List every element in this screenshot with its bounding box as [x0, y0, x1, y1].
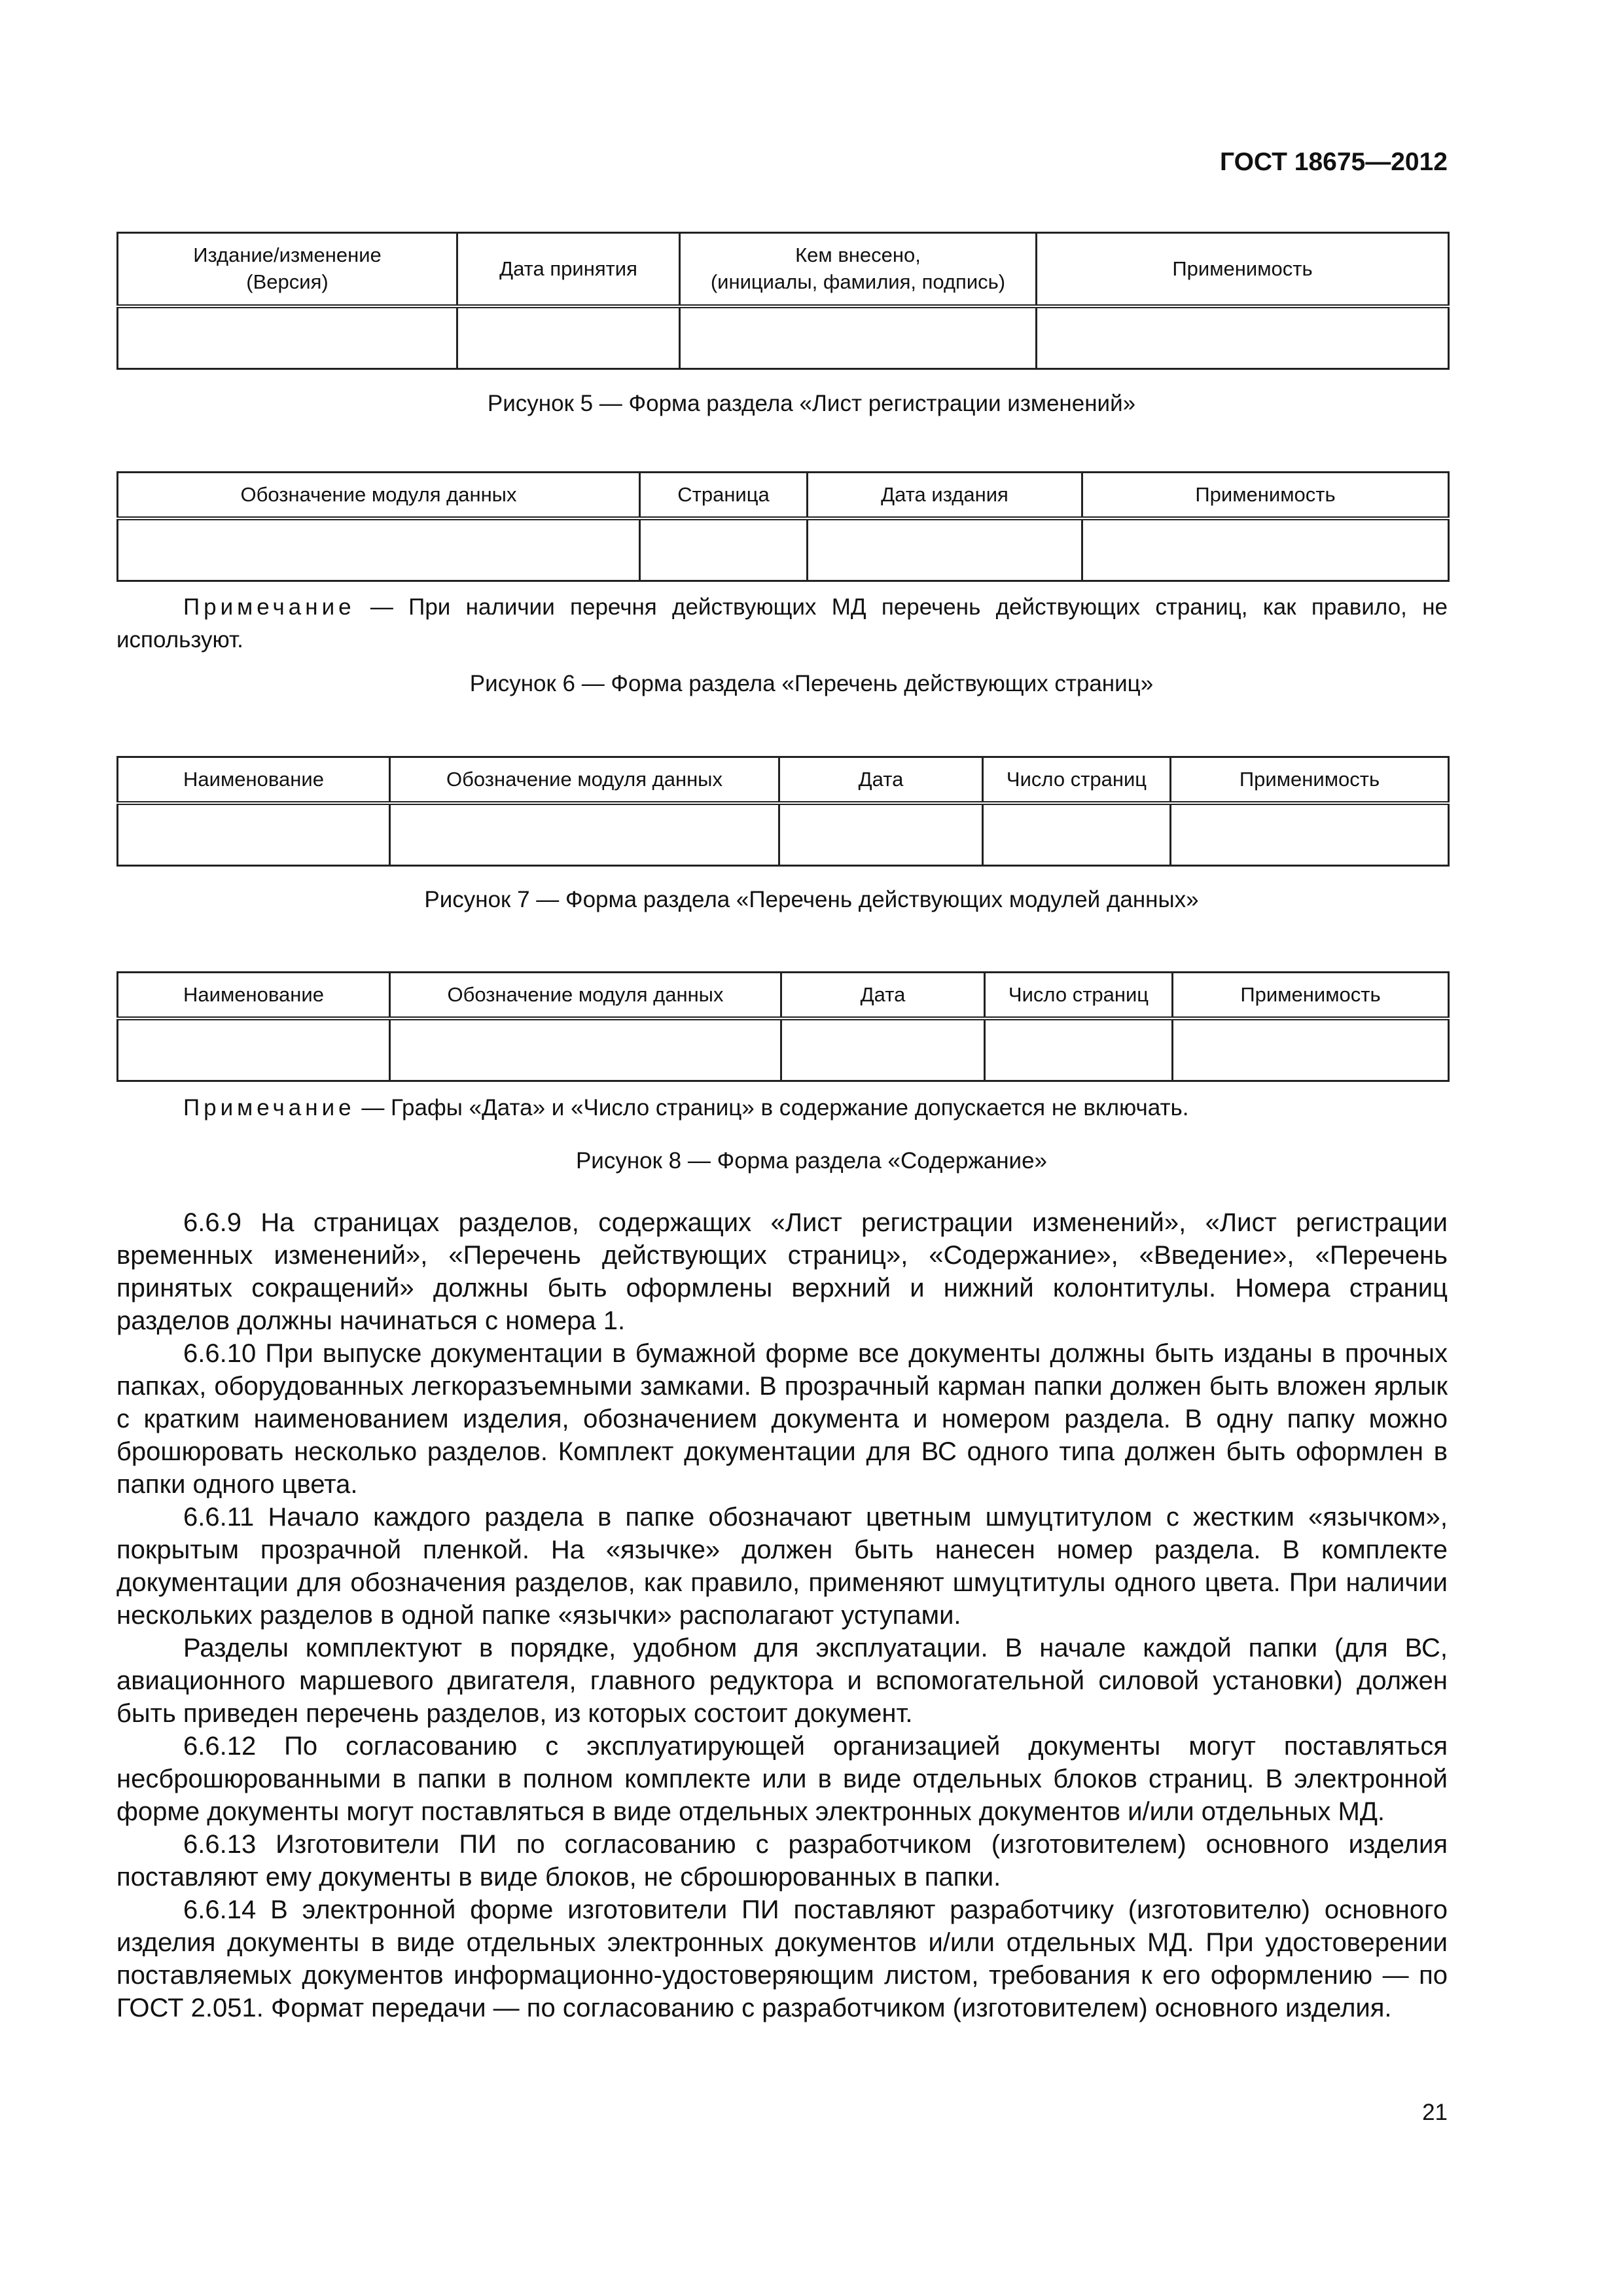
table-header-cell: Дата издания — [808, 473, 1082, 518]
table-cell — [390, 1018, 781, 1081]
paragraph-6-6-10: 6.6.10 При выпуске документации в бумажной форме все документы должны быть изданы в прочных папках, оборудованных легкоразъемными замками. В прозрачный карман папки должен быть вложен ярлык с кратким наименованием изделия, обозначением документа и номером раздела. В одну папку можно брошюровать несколько разделов. Комплект документации для ВС одного типа должен быть оформлен в папки одного цвета. — [116, 1339, 1448, 1499]
paragraph-6-6-14: 6.6.14 В электронной форме изготовители ПИ поставляют разработчику (изготовителю) основного изделия документы в виде отдельных электронных документов и/или отдельных МД. При удостоверении поставляемых документов информационно-удостоверяющим листом, требования к его оформлению — по ГОСТ 2.051. Формат передачи — по согласованию с разработчиком (изготовителем) основного изделия. — [116, 1895, 1448, 2022]
table-cell — [640, 518, 808, 581]
note-label: Примечание — [183, 594, 355, 620]
table-cell — [118, 518, 640, 581]
table-header-cell: Число страниц — [983, 757, 1171, 803]
note-label: Примечание — [183, 1095, 355, 1121]
figure8-caption: Рисунок 8 — Форма раздела «Содержание» — [575, 1148, 1048, 1174]
table-cell — [118, 306, 457, 369]
table-cell — [1037, 306, 1449, 369]
table-cell — [781, 1018, 985, 1081]
table-cell — [680, 306, 1037, 369]
table-header-cell: Издание/изменение (Версия) — [118, 233, 457, 306]
table-header-cell: Наименование — [118, 757, 390, 803]
paragraph-6-6-11: 6.6.11 Начало каждого раздела в папке обозначают цветным шмуцтитулом с жестким «язычком», покрытым прозрачной пленкой. На «язычке» должен быть нанесен номер раздела. В комплекте документации для обозначения разделов, как правило, применяют шмуцтитулы одного цвета. При наличии нескольких разделов в одной папке «язычки» располагают уступами. — [116, 1503, 1448, 1630]
note-text: — Графы «Дата» и «Число страниц» в содержание допускается не включать. — [355, 1095, 1189, 1121]
note-text: — При наличии перечня действующих МД перечень действующих страниц, как правило, не используют. — [116, 594, 1448, 653]
table-header-cell: Обозначение модуля данных — [390, 757, 779, 803]
figure5-caption: Рисунок 5 — Форма раздела «Лист регистрации изменений» — [487, 391, 1136, 416]
table-cell — [985, 1018, 1173, 1081]
table-header-cell: Число страниц — [985, 973, 1173, 1018]
figure7-table — [116, 756, 1450, 867]
table-header-cell: Кем внесено, (инициалы, фамилия, подпись) — [680, 233, 1037, 306]
table-cell — [118, 803, 390, 866]
figure5-table — [116, 232, 1450, 370]
figure8-table — [116, 971, 1450, 1082]
figure6-note — [116, 591, 1448, 656]
table-cell — [1171, 803, 1449, 866]
table-cell — [779, 803, 983, 866]
paragraph-6-6-13: 6.6.13 Изготовители ПИ по согласованию с разработчиком (изготовителем) основного изделия поставляют ему документы в виде блоков, не сброшюрованных в папки. — [116, 1830, 1448, 1892]
table-header-cell: Наименование — [118, 973, 390, 1018]
document-code: ГОСТ 18675—2012 — [1220, 148, 1448, 176]
table-header-cell: Применимость — [1171, 757, 1449, 803]
table-cell — [1082, 518, 1449, 581]
table-cell — [983, 803, 1171, 866]
table-cell — [1173, 1018, 1449, 1081]
table-header-cell: Обозначение модуля данных — [118, 473, 640, 518]
table-header-cell: Дата — [779, 757, 983, 803]
figure7-caption: Рисунок 7 — Форма раздела «Перечень действующих модулей данных» — [424, 887, 1199, 912]
table-cell — [390, 803, 779, 866]
table-header-cell: Применимость — [1173, 973, 1449, 1018]
table-header-cell: Страница — [640, 473, 808, 518]
table-cell — [457, 306, 680, 369]
table-header-cell: Дата — [781, 973, 985, 1018]
body-text — [116, 1206, 1448, 2024]
paragraph-6-6-9: 6.6.9 На страницах разделов, содержащих «Лист регистрации изменений», «Лист регистрации временных изменений», «Перечень действующих страниц», «Содержание», «Введение», «Перечень принятых сокращений» должны быть оформлены верхний и нижний колонтитулы. Номера страниц разделов должны начинаться с номера 1. — [116, 1208, 1448, 1335]
paragraph-sections: Разделы комплектуют в порядке, удобном для эксплуатации. В начале каждой папки (для ВС, авиационного маршевого двигателя, главного редуктора и вспомогательной силовой установки) должен быть приведен перечень разделов, из которых состоит документ. — [116, 1634, 1448, 1728]
figure6-caption: Рисунок 6 — Форма раздела «Перечень действующих страниц» — [469, 671, 1154, 696]
figure8-note — [183, 1092, 1448, 1124]
table-cell — [118, 1018, 390, 1081]
figure6-table — [116, 471, 1450, 582]
table-header-cell: Дата принятия — [457, 233, 680, 306]
table-cell — [808, 518, 1082, 581]
paragraph-6-6-12: 6.6.12 По согласованию с эксплуатирующей организацией документы могут поставляться несброшюрованными в папки в полном комплекте или в виде отдельных блоков страниц. В электронной форме документы могут поставляться в виде отдельных электронных документов и/или отдельных МД. — [116, 1732, 1448, 1826]
table-header-cell: Применимость — [1037, 233, 1449, 306]
table-header-cell: Применимость — [1082, 473, 1449, 518]
page-number: 21 — [1422, 2100, 1448, 2125]
table-header-cell: Обозначение модуля данных — [390, 973, 781, 1018]
